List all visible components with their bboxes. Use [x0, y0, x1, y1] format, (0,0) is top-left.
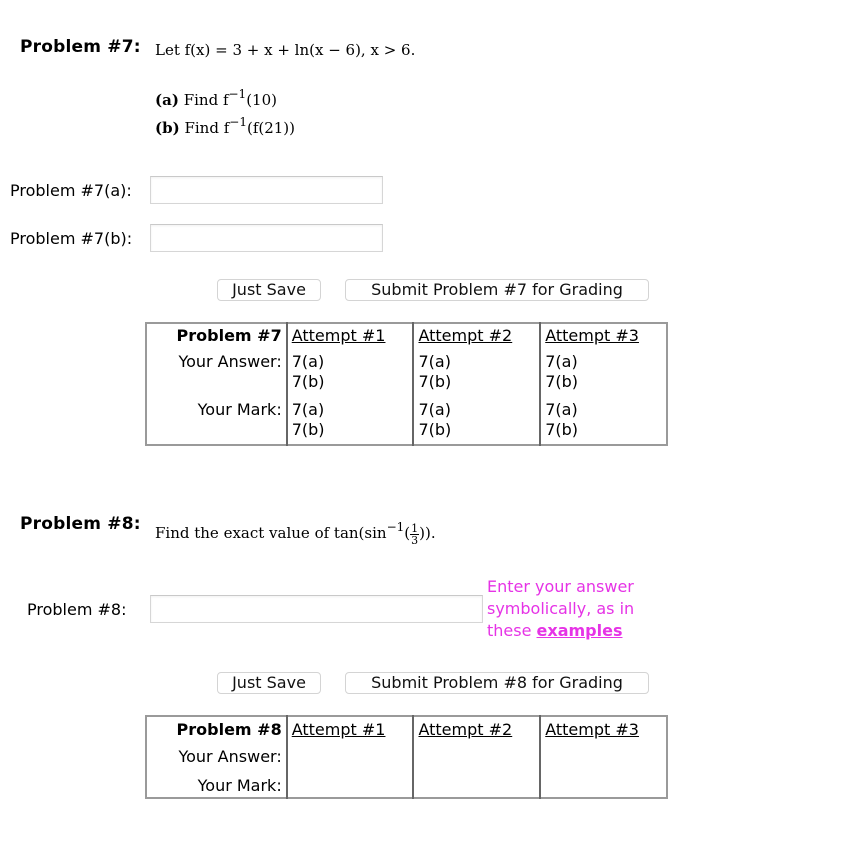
fraction-one-third: $\frac{1}{3}$: [411, 521, 419, 547]
attempt-2-mark: 7(a) 7(b): [413, 392, 540, 445]
problem-8-input[interactable]: [150, 595, 483, 623]
attempt-3-header[interactable]: Attempt #3: [545, 326, 639, 345]
attempt-3-answer: 7(a) 7(b): [545, 352, 579, 391]
statement-suffix: )).: [419, 524, 436, 542]
attempt-3-mark: 7(a) 7(b): [545, 400, 579, 439]
attempt-2-mark: [413, 768, 540, 798]
table-header-row: [146, 716, 667, 747]
problem-7-attempts-table: [145, 322, 668, 446]
problem-8-statement: Find the exact value of $\tan(\sin^{-1}$( $\frac{1}{3}$ )).: [155, 520, 436, 547]
your-answer-label: Your Answer:: [146, 352, 287, 392]
attempt-1-mark: 7(a) 7(b): [287, 392, 414, 445]
your-mark-label: Your Mark:: [146, 768, 287, 798]
submit-problem-8-button[interactable]: Submit Problem #8 for Grading: [345, 672, 649, 694]
part-b-letter: (b): [155, 119, 180, 137]
table-answer-row: [146, 747, 667, 768]
problem-8-label: Problem #8:: [27, 600, 127, 619]
attempt-1-header[interactable]: Attempt #1: [287, 323, 414, 352]
attempt-3-mark: [540, 768, 667, 798]
part-a-sup: −1: [228, 87, 247, 101]
problem-7a-input[interactable]: [150, 176, 383, 204]
attempt-1-answer: 7(a) 7(b): [287, 352, 414, 392]
table-header-row: [146, 323, 667, 352]
problem-8-attempts-table: [145, 715, 668, 799]
part-b-sup: −1: [229, 115, 247, 129]
attempt-1-header[interactable]: Attempt #1: [287, 716, 414, 747]
problem-7-part-a: [155, 87, 277, 109]
attempt-2-answer: 7(a) 7(b): [413, 352, 540, 392]
submit-problem-7-button[interactable]: Submit Problem #7 for Grading: [345, 279, 649, 301]
part-a-text: Find f: [183, 91, 229, 109]
attempt-3-answer: [540, 747, 667, 768]
attempt-2-header[interactable]: Attempt #2: [413, 716, 540, 747]
table-answer-row: [146, 352, 667, 392]
part-b-arg: (f(21)): [246, 119, 296, 137]
your-mark-label: Your Mark:: [146, 392, 287, 445]
problem-7-statement: Let f(x) = 3 + x + ln(x − 6), x > 6.: [155, 41, 416, 59]
your-answer-label: Your Answer:: [146, 747, 287, 768]
statement-prefix: Find the exact value of tan(sin: [155, 524, 387, 542]
problem-7-heading: Problem #7:: [20, 37, 141, 57]
part-b-text: Find f: [184, 119, 230, 137]
problem-7b-input[interactable]: [150, 224, 383, 252]
attempt-2-answer: [413, 747, 540, 768]
attempt-2-header[interactable]: Attempt #2: [413, 323, 540, 352]
table-title: Problem #7: [146, 323, 287, 352]
problem-8-heading: Problem #8:: [20, 514, 141, 534]
table-title: Problem #8: [146, 716, 287, 747]
just-save-button-8[interactable]: Just Save: [217, 672, 321, 694]
table-mark-row: [146, 392, 667, 445]
attempt-1-answer: [287, 747, 414, 768]
just-save-button-7[interactable]: Just Save: [217, 279, 321, 301]
table-mark-row: [146, 768, 667, 798]
examples-link[interactable]: examples: [536, 621, 623, 640]
attempt-1-mark: [287, 768, 414, 798]
symbolic-answer-hint: Enter your answer symbolically, as in these examples: [487, 577, 635, 640]
problem-7b-label: Problem #7(b):: [10, 229, 133, 248]
part-a-letter: (a): [155, 91, 179, 109]
part-a-arg: (10): [246, 91, 277, 109]
attempt-3-header[interactable]: Attempt #3: [545, 720, 639, 739]
problem-7a-label: Problem #7(a):: [10, 181, 132, 200]
problem-7-part-b: [155, 115, 295, 137]
statement-sup: −1: [386, 520, 405, 534]
